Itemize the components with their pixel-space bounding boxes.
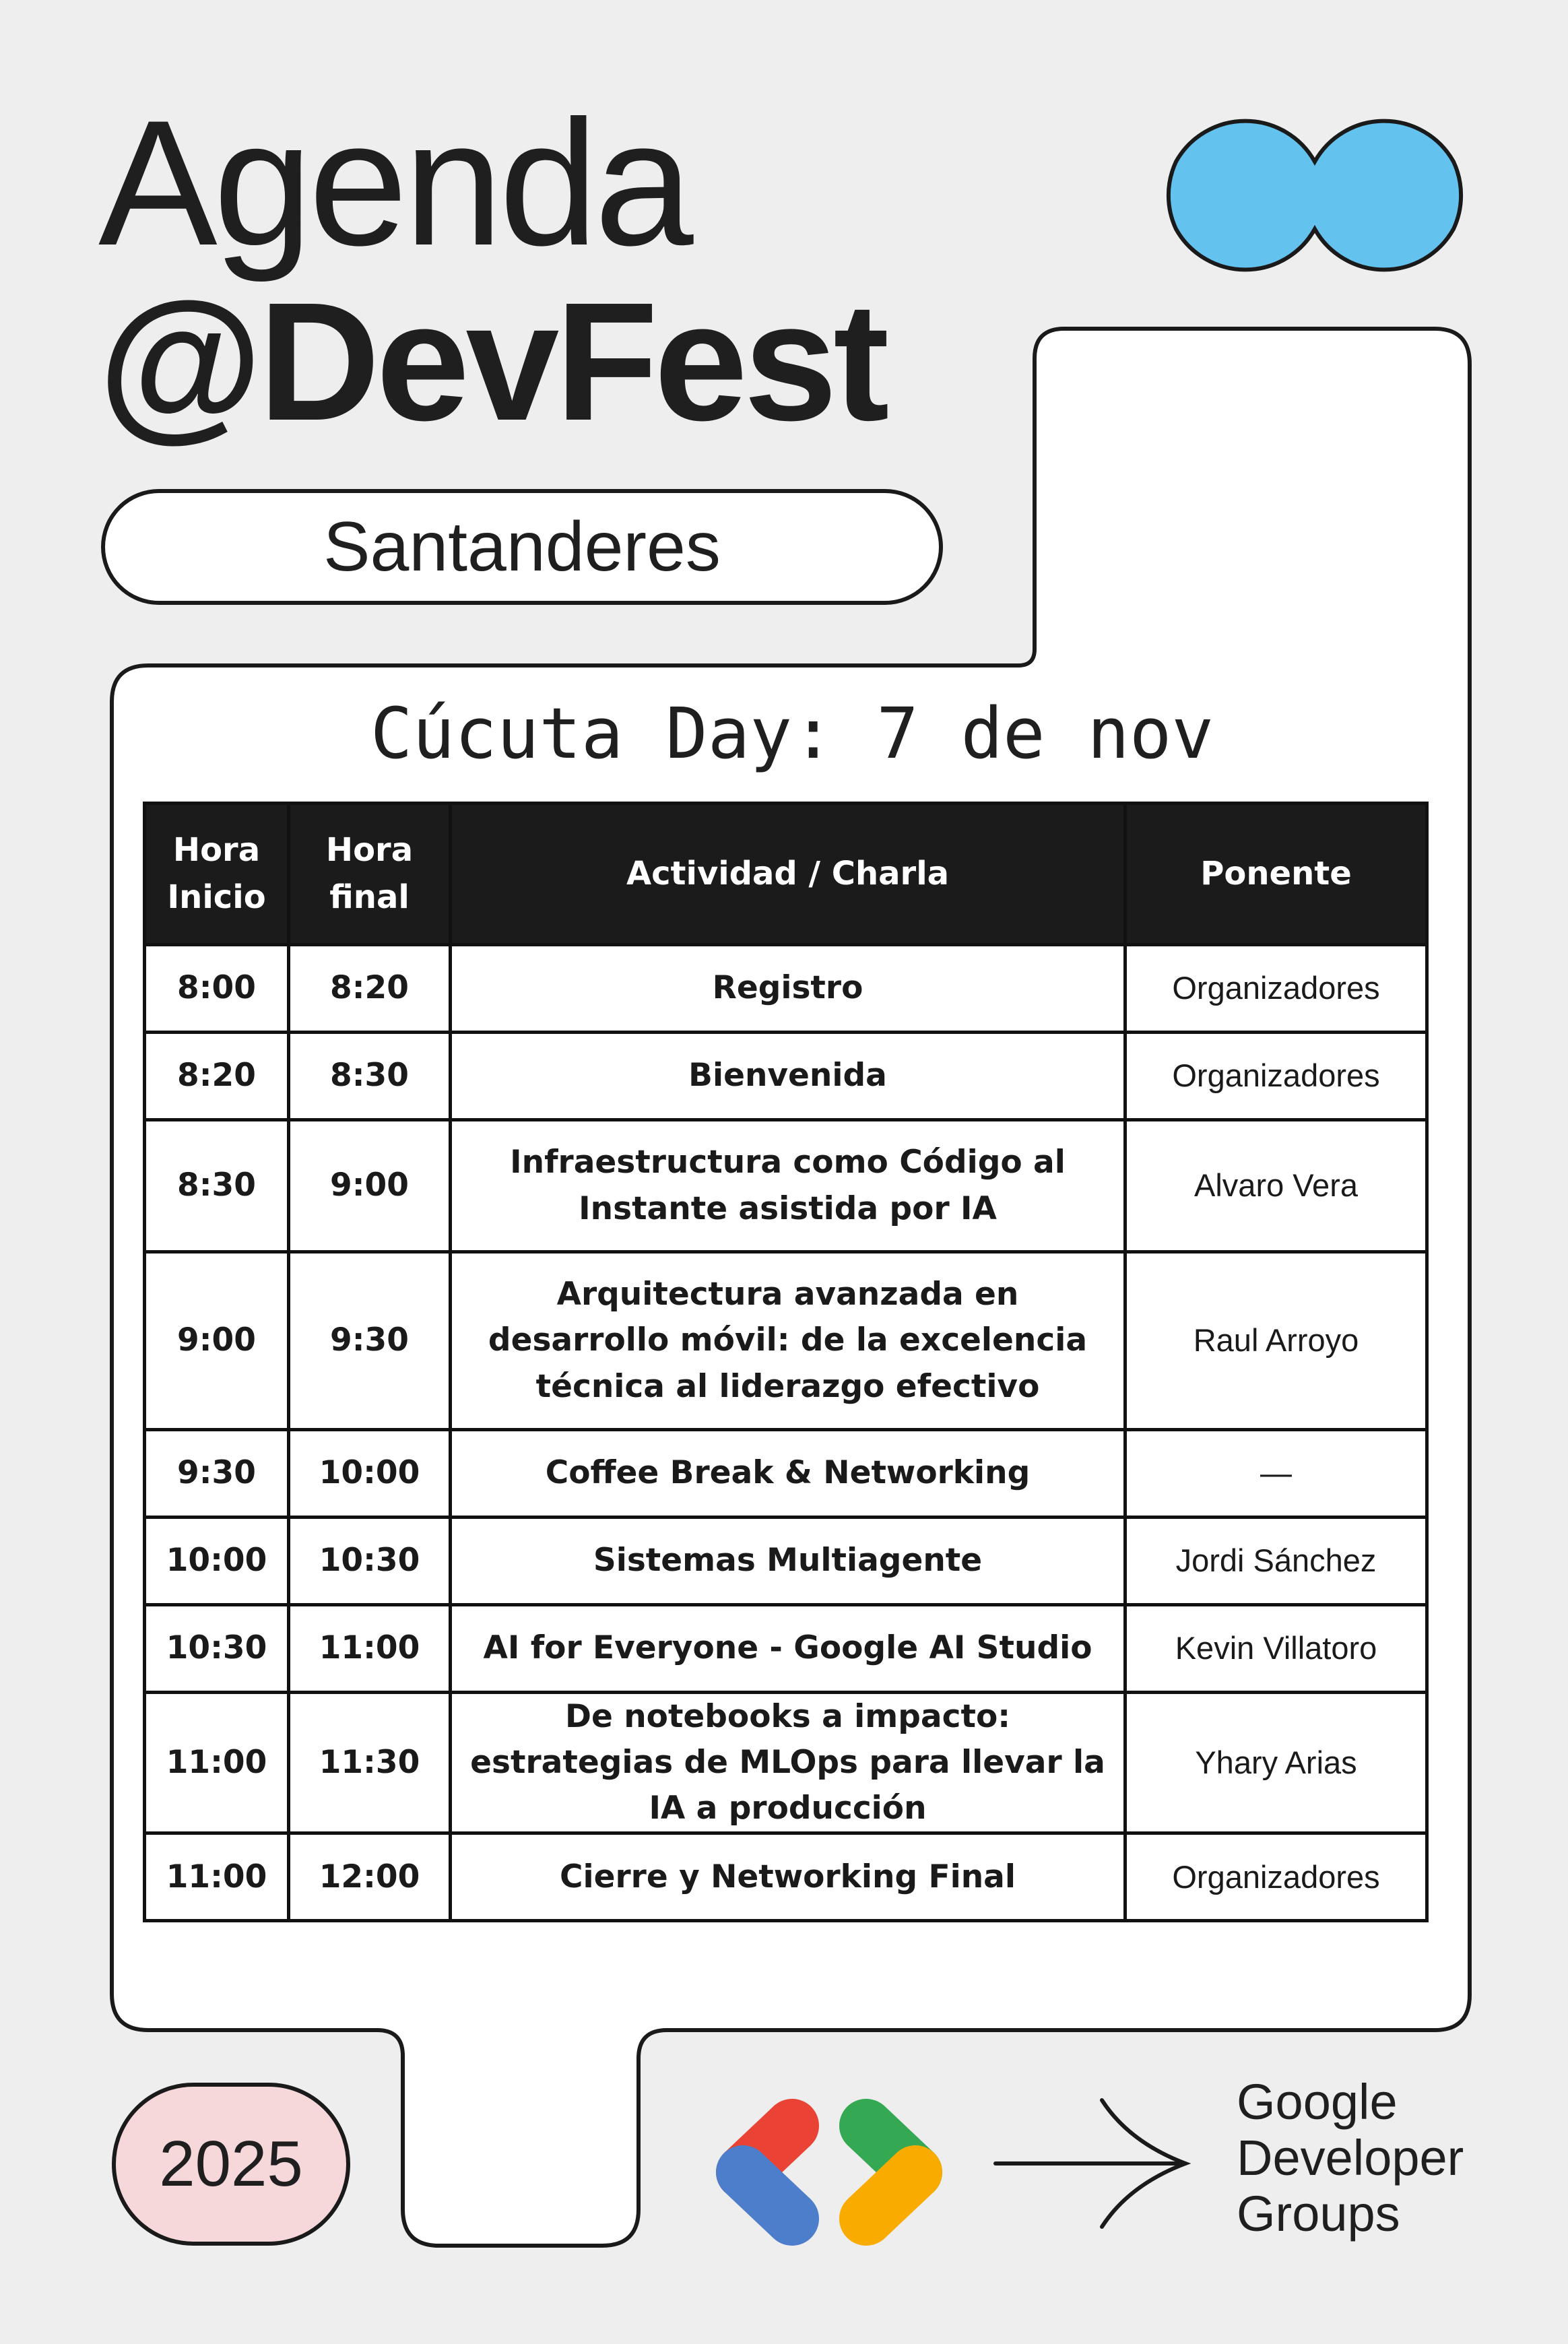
activity: Sistemas Multiagente <box>451 1518 1125 1605</box>
activity: AI for Everyone - Google AI Studio <box>451 1605 1125 1693</box>
blue-circles-decoration <box>1169 121 1461 270</box>
end-time: 10:00 <box>289 1430 451 1518</box>
gdg-logo-icon <box>743 2126 915 2219</box>
header-end: Hora final <box>289 804 451 945</box>
end-time: 9:00 <box>289 1120 451 1252</box>
activity: Arquitectura avanzada en desarrollo móvil: de la excelencia técnica al liderazgo efectivo <box>451 1252 1125 1430</box>
speaker: Raul Arroyo <box>1125 1252 1427 1430</box>
title-agenda: Agenda <box>98 84 690 283</box>
start-time: 9:00 <box>145 1252 289 1430</box>
table-row <box>145 1252 1427 1430</box>
activity: Registro <box>451 945 1125 1033</box>
gdg-wordmark <box>1237 2075 1464 2242</box>
start-time: 11:00 <box>145 1833 289 1921</box>
start-time: 11:00 <box>145 1693 289 1833</box>
table-row <box>145 1693 1427 1833</box>
gdg-line-groups: Groups <box>1237 2185 1400 2242</box>
end-time: 10:30 <box>289 1518 451 1605</box>
activity: Infraestructura como Código al Instante asistida por IA <box>451 1120 1125 1252</box>
header-speaker: Ponente <box>1125 804 1427 945</box>
speaker: — <box>1125 1430 1427 1518</box>
arrow-right-icon <box>995 2100 1185 2227</box>
table-row <box>145 1518 1427 1605</box>
header-activity: Actividad / Charla <box>451 804 1125 945</box>
table-row <box>145 1120 1427 1252</box>
agenda-table <box>143 802 1429 1922</box>
end-time: 8:30 <box>289 1033 451 1120</box>
day-title: Cúcuta Day: 7 de nov <box>370 692 1214 775</box>
title-devfest: @DevFest <box>98 267 886 455</box>
table-row <box>145 1430 1427 1518</box>
gdg-line-developer: Developer <box>1237 2129 1464 2186</box>
start-time: 9:30 <box>145 1430 289 1518</box>
end-time: 11:30 <box>289 1693 451 1833</box>
speaker: Organizadores <box>1125 1833 1427 1921</box>
header-start: Hora Inicio <box>145 804 289 945</box>
start-time: 8:20 <box>145 1033 289 1120</box>
table-row <box>145 1033 1427 1120</box>
speaker: Kevin Villatoro <box>1125 1605 1427 1693</box>
speaker: Jordi Sánchez <box>1125 1518 1427 1605</box>
gdg-line-google: Google <box>1237 2074 1398 2130</box>
city-badge: Santanderes <box>101 489 943 605</box>
speaker: Alvaro Vera <box>1125 1120 1427 1252</box>
year-badge: 2025 <box>112 2083 350 2246</box>
end-time: 11:00 <box>289 1605 451 1693</box>
start-time: 8:00 <box>145 945 289 1033</box>
table-row <box>145 945 1427 1033</box>
table-header-row <box>145 804 1427 945</box>
activity: Bienvenida <box>451 1033 1125 1120</box>
end-time: 12:00 <box>289 1833 451 1921</box>
start-time: 10:30 <box>145 1605 289 1693</box>
start-time: 8:30 <box>145 1120 289 1252</box>
start-time: 10:00 <box>145 1518 289 1605</box>
end-time: 8:20 <box>289 945 451 1033</box>
activity: Coffee Break & Networking <box>451 1430 1125 1518</box>
activity: De notebooks a impacto: estrategias de MLOps para llevar la IA a producción <box>451 1693 1125 1833</box>
speaker: Organizadores <box>1125 1033 1427 1120</box>
table-row <box>145 1605 1427 1693</box>
activity: Cierre y Networking Final <box>451 1833 1125 1921</box>
end-time: 9:30 <box>289 1252 451 1430</box>
speaker: Yhary Arias <box>1125 1693 1427 1833</box>
speaker: Organizadores <box>1125 945 1427 1033</box>
table-row <box>145 1833 1427 1921</box>
